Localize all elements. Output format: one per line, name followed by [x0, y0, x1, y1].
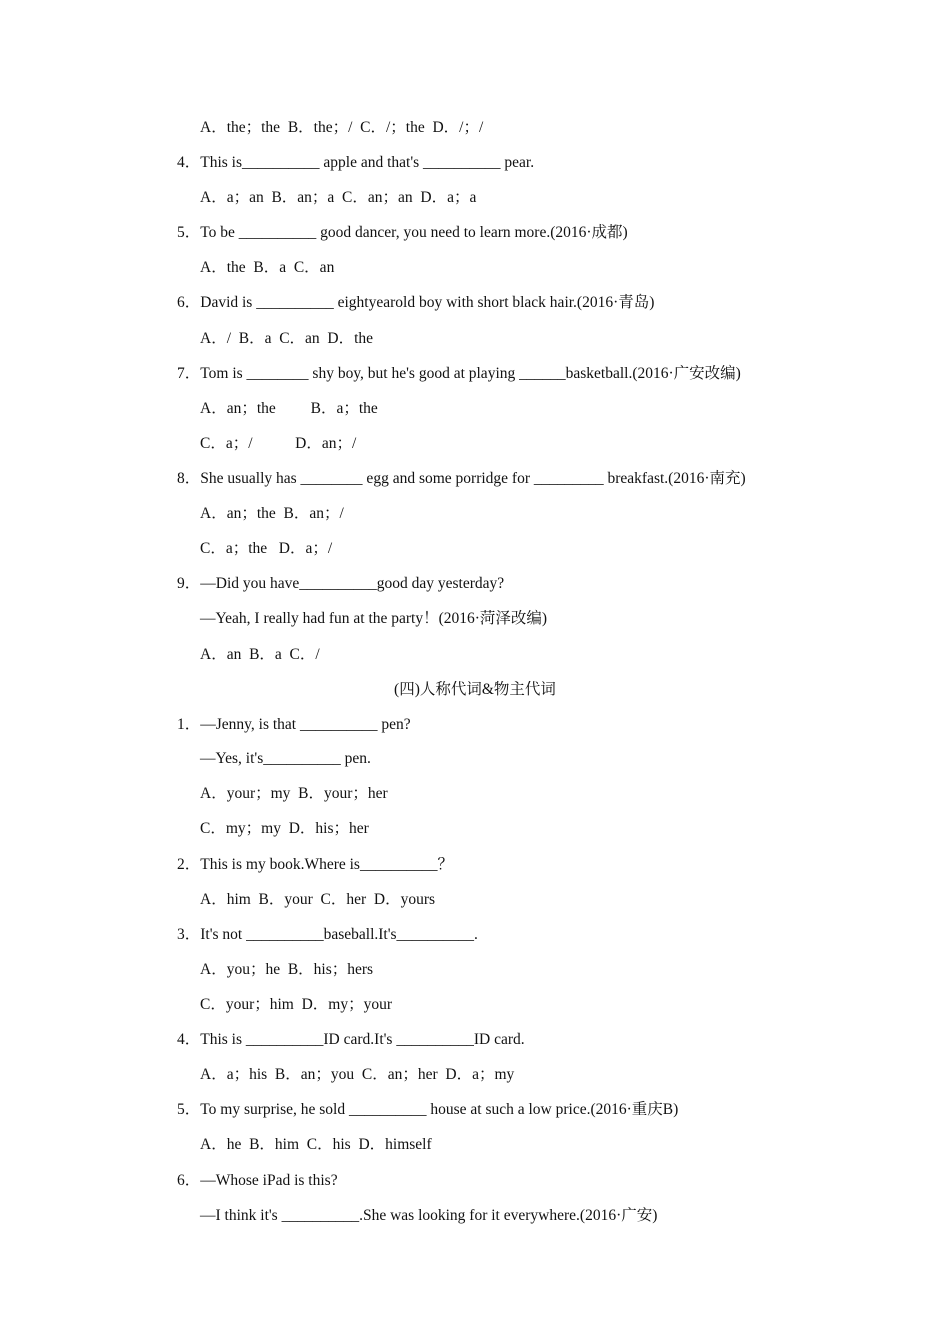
- options-line: A．an B．a C．/: [200, 646, 320, 663]
- dialogue-line: —I think it's __________.She was looking for it everywhere.(2016·广安): [200, 1207, 658, 1224]
- options-line: A．a；his B．an；you C．an；her D．a；my: [200, 1066, 515, 1083]
- options-line: A．the B．a C．an: [200, 259, 335, 276]
- question-3: 3．It's not __________baseball.It's__________.: [177, 926, 478, 943]
- options-line: A．your；my B．your；her: [200, 785, 388, 802]
- question-2: 2．This is my book.Where is__________？: [177, 856, 453, 873]
- options-line: C．a；the D．a；/: [200, 540, 333, 557]
- options-line: A．/ B．a C．an D．the: [200, 330, 374, 347]
- question-1: 1．—Jenny, is that __________ pen?: [177, 716, 411, 733]
- question-4: 4．This is__________ apple and that's __________ pear.: [177, 154, 535, 171]
- dialogue-line: —Yeah, I really had fun at the party！(2016·菏泽改编): [200, 610, 548, 627]
- options-line: A．him B．your C．her D．yours: [200, 891, 436, 908]
- options-line: A．a；an B．an；a C．an；an D．a；a: [200, 189, 477, 206]
- options-line: A．an；the B．an；/: [200, 505, 344, 522]
- question-6: 6．David is __________ eightyearold boy with short black hair.(2016·青岛): [177, 294, 655, 311]
- options-line: A．you；he B．his；hers: [200, 961, 374, 978]
- options-line: A．he B．him C．his D．himself: [200, 1136, 432, 1153]
- question-5b: 5．To my surprise, he sold __________ house at such a low price.(2016·重庆B): [177, 1101, 679, 1118]
- options-line: C．your；him D．my；your: [200, 996, 393, 1013]
- question-6b: 6．—Whose iPad is this?: [177, 1172, 338, 1189]
- options-line: C．my；my D．his；her: [200, 820, 369, 837]
- section-heading: (四)人称代词&物主代词: [394, 681, 556, 698]
- question-4b: 4．This is __________ID card.It's __________ID card.: [177, 1031, 525, 1048]
- question-7: 7．Tom is ________ shy boy, but he's good at playing ______basketball.(2016·广安改编): [177, 365, 741, 382]
- options-line: C．a；/ D．an；/: [200, 435, 357, 452]
- options-line: A．the；the B．the；/ C．/；the D．/；/: [200, 119, 484, 136]
- dialogue-line: —Yes, it's__________ pen.: [200, 750, 371, 767]
- options-line: A．an；the B．a；the: [200, 400, 378, 417]
- question-5: 5．To be __________ good dancer, you need to learn more.(2016·成都): [177, 224, 628, 241]
- question-8: 8．She usually has ________ egg and some porridge for _________ breakfast.(2016·南充): [177, 470, 746, 487]
- question-9: 9．—Did you have__________good day yesterday?: [177, 575, 505, 592]
